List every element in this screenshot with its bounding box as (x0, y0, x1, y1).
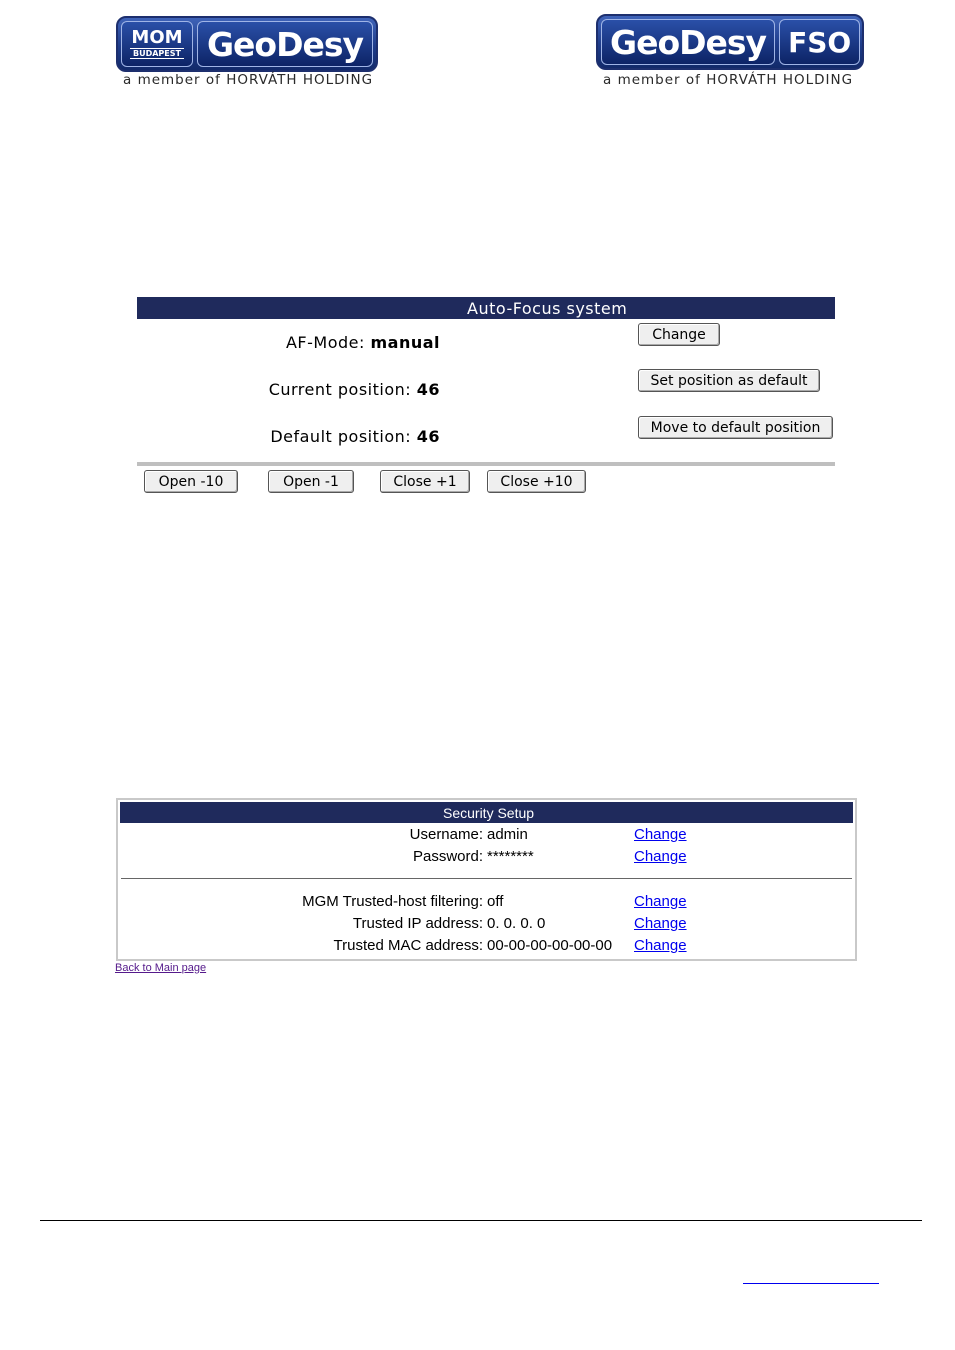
username-value: admin (487, 826, 528, 843)
move-default-position-button[interactable]: Move to default position (638, 416, 833, 439)
geodesy-brand-right: GeoDesy (601, 19, 775, 65)
geodesy-fso-logo (596, 14, 864, 70)
current-position-row (269, 380, 440, 399)
current-position-value: 46 (416, 380, 440, 399)
autofocus-title: Auto-Focus system (467, 299, 628, 318)
trusted-mac-value: 00-00-00-00-00-00 (487, 937, 613, 954)
fso-badge: FSO (779, 19, 860, 65)
default-position-label: Default position: (270, 427, 412, 446)
autofocus-header (137, 297, 835, 319)
current-position-label: Current position: (268, 380, 412, 399)
username-label: Username: (409, 826, 483, 843)
password-value: ******** (487, 848, 534, 865)
footer-divider (40, 1220, 922, 1221)
trusted-host-filtering-value: off (487, 893, 504, 910)
set-position-default-button[interactable]: Set position as default (638, 369, 820, 392)
trusted-mac-label: Trusted MAC address: (333, 937, 483, 954)
change-trusted-ip-link[interactable]: Change (634, 915, 687, 932)
mom-geodesy-logo (116, 16, 378, 72)
security-header (120, 802, 853, 823)
close-1-button[interactable]: Close +1 (380, 470, 470, 493)
mom-budapest-badge: MOM BUDAPEST (121, 21, 193, 67)
af-mode-label: AF-Mode: (285, 333, 365, 352)
af-mode-value: manual (370, 333, 440, 352)
security-divider (121, 878, 852, 879)
open-10-button[interactable]: Open -10 (144, 470, 238, 493)
close-10-button[interactable]: Close +10 (487, 470, 586, 493)
trusted-host-filtering-label: MGM Trusted-host filtering: (302, 893, 483, 910)
trusted-ip-value: 0. 0. 0. 0 (487, 915, 546, 932)
change-af-mode-button[interactable]: Change (638, 323, 720, 346)
right-logo-tagline: a member of HORVÁTH HOLDING (603, 72, 854, 88)
default-position-row (270, 427, 440, 446)
change-trusted-host-filtering-link[interactable]: Change (634, 893, 687, 910)
open-1-button[interactable]: Open -1 (268, 470, 354, 493)
back-to-main-page-link[interactable]: Back to Main page (115, 962, 207, 974)
trusted-ip-label: Trusted IP address: (352, 915, 483, 932)
footer-link-underline[interactable] (743, 1271, 879, 1284)
geodesy-brand: GeoDesy (197, 21, 373, 67)
default-position-value: 46 (416, 427, 440, 446)
change-password-link[interactable]: Change (634, 848, 687, 865)
change-username-link[interactable]: Change (634, 826, 687, 843)
change-trusted-mac-link[interactable]: Change (634, 937, 687, 954)
password-label: Password: (412, 848, 483, 865)
autofocus-divider (137, 462, 835, 466)
security-title: Security Setup (443, 805, 535, 821)
af-mode-row (286, 333, 440, 352)
left-logo-tagline: a member of HORVÁTH HOLDING (123, 72, 374, 88)
